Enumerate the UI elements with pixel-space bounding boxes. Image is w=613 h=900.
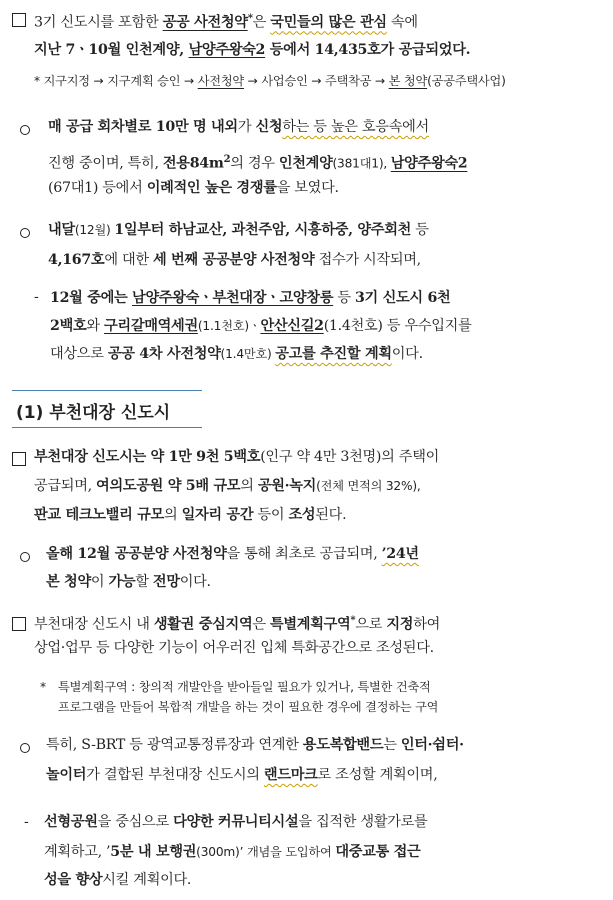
- p7-note-mark: *: [40, 680, 46, 694]
- p9-line3: 성을 향상시킬 계획이다.: [44, 872, 192, 888]
- p1-note: * 지구지정 → 지구계획 승인 → 사전청약 → 사업승인 → 주택착공 → 본 청약(공공주택사업): [34, 74, 506, 88]
- p2-line2: 진행 중이며, 특히, 전용$84m^2$의 경우 인천계양(381대1), 남양주왕숙2: [48, 154, 468, 172]
- section-title: (1) 부천대장 신도시: [16, 403, 171, 423]
- p5-line1: 부천대장 신도시는 약 1만 9천 5백호(인구 약 4만 3천명)의 주택이: [34, 449, 440, 465]
- p2-line1: 매 공급 회차별로 10만 명 내외가 신청하는 등 높은 호응속에서: [48, 119, 429, 135]
- square-bullet-icon: [12, 13, 26, 27]
- square-bullet-icon: [12, 452, 26, 466]
- p3-line2: 4,167호에 대한 세 번째 공공분양 사전청약 접수가 시작되며,: [48, 252, 421, 268]
- p4-line3: 대상으로 공공 4차 사전청약(1.4만호) 공고를 추진할 계획이다.: [50, 346, 423, 362]
- p8-line2: 놀이터가 결합된 부천대장 신도시의 랜드마크로 조성할 계획이며,: [46, 767, 438, 783]
- p7-note-line1: 특별계획구역 : 창의적 개발안을 받아들일 필요가 있거나, 특별한 건축적: [58, 680, 431, 694]
- p3-line1: 내달(12월) 1일부터 하남교산, 과천주암, 시흥하중, 양주회천 등: [48, 222, 429, 238]
- p5-line2: 공급되며, 여의도공원 약 5배 규모의 공원·녹지(전체 면적의 32%),: [34, 478, 421, 494]
- p5-line3: 판교 테크노밸리 규모의 일자리 공간 등이 조성된다.: [34, 507, 347, 523]
- section-bottom-rule: [12, 427, 202, 428]
- p1-line2: 지난 7ㆍ10월 인천계양, 남양주왕숙2 등에서 14,435호가 공급되었다.: [34, 42, 471, 58]
- square-bullet-icon: [12, 617, 26, 631]
- p4-line1: 12월 중에는 남양주왕숙ㆍ부천대장ㆍ고양창릉 등 3기 신도시 6천: [50, 290, 451, 306]
- p9-line1: 선형공원을 중심으로 다양한 커뮤니티시설을 집적한 생활가로를: [44, 814, 428, 830]
- circle-bullet-icon: [20, 125, 30, 135]
- dash-bullet: -: [34, 289, 39, 305]
- p2-line3: (67대1) 등에서 이례적인 높은 경쟁률을 보였다.: [48, 180, 339, 196]
- circle-bullet-icon: [20, 228, 30, 238]
- dash-bullet: -: [24, 814, 29, 830]
- p4-line2: 2백호와 구리갈매역세권(1.1천호)ㆍ안산신길2(1.4천호) 등 우수입지를: [50, 318, 472, 334]
- p8-line1: 특히, S-BRT 등 광역교통정류장과 연계한 용도복합밴드는 인터·쉼터·: [46, 737, 464, 753]
- p6-line2: 본 청약이 가능할 전망이다.: [46, 574, 211, 590]
- circle-bullet-icon: [20, 743, 30, 753]
- p6-line1: 올해 12월 공공분양 사전청약을 통해 최초로 공급되며, ’24년: [46, 546, 419, 562]
- p7-note-line2: 프로그램을 만들어 복합적 개발을 하는 것이 필요한 경우에 결정하는 구역: [58, 700, 439, 714]
- section-top-rule: [12, 390, 202, 391]
- circle-bullet-icon: [20, 552, 30, 562]
- p7-line2: 상업·업무 등 다양한 기능이 어우러진 입체 특화공간으로 조성된다.: [34, 640, 434, 656]
- p1-line1: 3기 신도시를 포함한 공공 사전청약*은 국민들의 많은 관심 속에: [34, 13, 418, 31]
- p7-line1: 부천대장 신도시 내 생활권 중심지역은 특별계획구역*으로 지정하여: [34, 615, 441, 633]
- p9-line2: 계획하고, ’5분 내 보행권(300m)’ 개념을 도입하여 대중교통 접근: [44, 844, 421, 860]
